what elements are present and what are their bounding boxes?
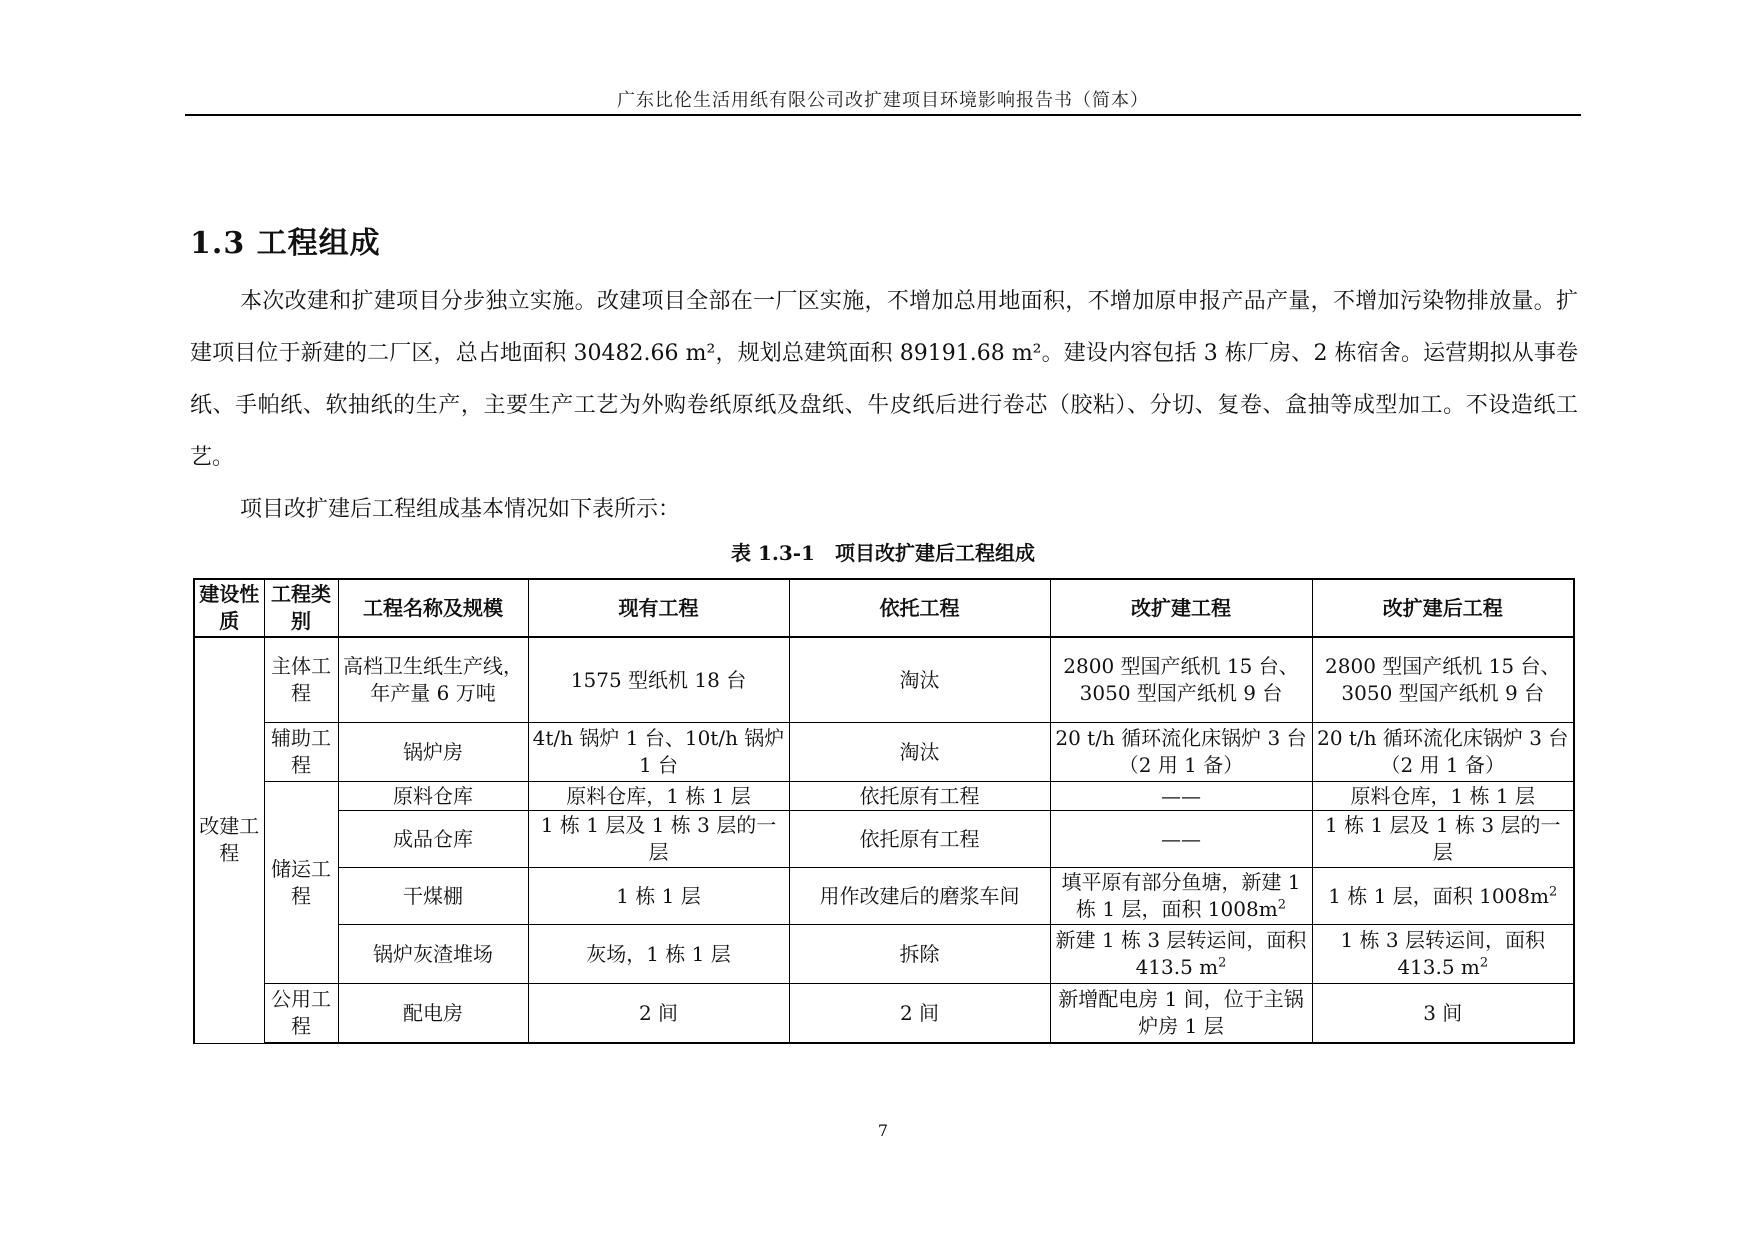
table-row bbox=[194, 637, 1574, 723]
header-relied: 依托工程 bbox=[789, 579, 1050, 637]
name-cell: 原料仓库 bbox=[338, 782, 528, 811]
name-cell: 锅炉房 bbox=[338, 723, 528, 782]
page-number: 7 bbox=[877, 1121, 889, 1140]
table-caption: 表 1.3-1 项目改扩建后工程组成 bbox=[731, 541, 1035, 565]
nature-cell: 改建工程 bbox=[194, 637, 264, 1043]
expansion-cell: —— bbox=[1050, 782, 1312, 811]
after-cell bbox=[1312, 868, 1574, 925]
relied-cell: 用作改建后的磨浆车间 bbox=[789, 868, 1050, 925]
after-cell: 20 t/h 循环流化床锅炉 3 台（2 用 1 备） bbox=[1312, 723, 1574, 782]
after-cell: 1 栋 1 层及 1 栋 3 层的一层 bbox=[1312, 811, 1574, 868]
existing-cell: 2 间 bbox=[528, 984, 789, 1044]
after-cell: 2800 型国产纸机 15 台、3050 型国产纸机 9 台 bbox=[1312, 637, 1574, 723]
name-cell: 锅炉灰渣堆场 bbox=[338, 925, 528, 984]
header-nature: 建设性质 bbox=[194, 579, 264, 637]
header-category: 工程类别 bbox=[264, 579, 338, 637]
existing-cell: 原料仓库，1 栋 1 层 bbox=[528, 782, 789, 811]
category-cell: 辅助工程 bbox=[264, 723, 338, 782]
existing-cell: 灰场，1 栋 1 层 bbox=[528, 925, 789, 984]
existing-cell: 1 栋 1 层 bbox=[528, 868, 789, 925]
expansion-text: 填平原有部分鱼塘，新建 1 栋 1 层，面积 1008m bbox=[1061, 870, 1301, 921]
name-cell: 成品仓库 bbox=[338, 811, 528, 868]
superscript: 2 bbox=[1548, 883, 1558, 899]
expansion-cell: 新增配电房 1 间，位于主锅炉房 1 层 bbox=[1050, 984, 1312, 1044]
existing-cell: 4t/h 锅炉 1 台、10t/h 锅炉 1 台 bbox=[528, 723, 789, 782]
expansion-cell: 2800 型国产纸机 15 台、3050 型国产纸机 9 台 bbox=[1050, 637, 1312, 723]
relied-cell: 依托原有工程 bbox=[789, 782, 1050, 811]
superscript: 2 bbox=[1479, 955, 1489, 971]
relied-cell: 淘汰 bbox=[789, 637, 1050, 723]
expansion-cell bbox=[1050, 925, 1312, 984]
superscript: 2 bbox=[1218, 955, 1227, 971]
table-row bbox=[194, 782, 1574, 811]
expansion-text: 新建 1 栋 3 层转运间，面积 413.5 m bbox=[1055, 928, 1307, 979]
header-expansion: 改扩建工程 bbox=[1050, 579, 1312, 637]
table-row bbox=[194, 868, 1574, 925]
after-text: 1 栋 3 层转运间，面积 413.5 m bbox=[1340, 928, 1546, 979]
existing-cell: 1 栋 1 层及 1 栋 3 层的一层 bbox=[528, 811, 789, 868]
table-header-row bbox=[194, 579, 1574, 637]
header-existing: 现有工程 bbox=[528, 579, 789, 637]
superscript: 2 bbox=[1277, 897, 1286, 913]
name-cell: 高档卫生纸生产线，年产量 6 万吨 bbox=[338, 637, 528, 723]
after-cell bbox=[1312, 925, 1574, 984]
body-text bbox=[190, 276, 1578, 536]
relied-cell: 淘汰 bbox=[789, 723, 1050, 782]
relied-cell: 2 间 bbox=[789, 984, 1050, 1044]
after-text: 1 栋 1 层，面积 1008m bbox=[1328, 883, 1549, 908]
header-after: 改扩建后工程 bbox=[1312, 579, 1574, 637]
project-composition-table bbox=[193, 578, 1575, 1044]
category-cell: 储运工程 bbox=[264, 782, 338, 984]
category-cell: 主体工程 bbox=[264, 637, 338, 723]
table-row bbox=[194, 811, 1574, 868]
paragraph-2: 项目改扩建后工程组成基本情况如下表所示： bbox=[240, 497, 681, 522]
expansion-cell: —— bbox=[1050, 811, 1312, 868]
relied-cell: 拆除 bbox=[789, 925, 1050, 984]
after-cell: 原料仓库，1 栋 1 层 bbox=[1312, 782, 1574, 811]
existing-cell: 1575 型纸机 18 台 bbox=[528, 637, 789, 723]
expansion-cell: 20 t/h 循环流化床锅炉 3 台（2 用 1 备） bbox=[1050, 723, 1312, 782]
header-name: 工程名称及规模 bbox=[338, 579, 528, 637]
header-divider bbox=[185, 114, 1581, 116]
name-cell: 干煤棚 bbox=[338, 868, 528, 925]
paragraph-1: 本次改建和扩建项目分步独立实施。改建项目全部在一厂区实施，不增加总用地面积，不增加原申报产品产量，不增加污染物排放量。扩建项目位于新建的二厂区，总占地面积 30482.66 m²，规划总建筑面积 89191.68 m²。建设内容包括 3 栋厂房、2 栋宿舍。运营期拟从事卷纸、手帕纸、软抽纸的生产，主要生产工艺为外购卷纸原纸及盘纸、牛皮纸后进行卷芯（胶粘）、分切、复卷、盒抽等成型加工。不设造纸工艺。 bbox=[190, 289, 1578, 470]
after-cell: 3 间 bbox=[1312, 984, 1574, 1044]
relied-cell: 依托原有工程 bbox=[789, 811, 1050, 868]
section-title: 1.3 工程组成 bbox=[190, 226, 381, 261]
document-header: 广东比伦生活用纸有限公司改扩建项目环境影响报告书（简本） bbox=[617, 90, 1149, 111]
table-row bbox=[194, 984, 1574, 1044]
table-row bbox=[194, 723, 1574, 782]
expansion-cell bbox=[1050, 868, 1312, 925]
name-cell: 配电房 bbox=[338, 984, 528, 1044]
table-row bbox=[194, 925, 1574, 984]
category-cell: 公用工程 bbox=[264, 984, 338, 1044]
